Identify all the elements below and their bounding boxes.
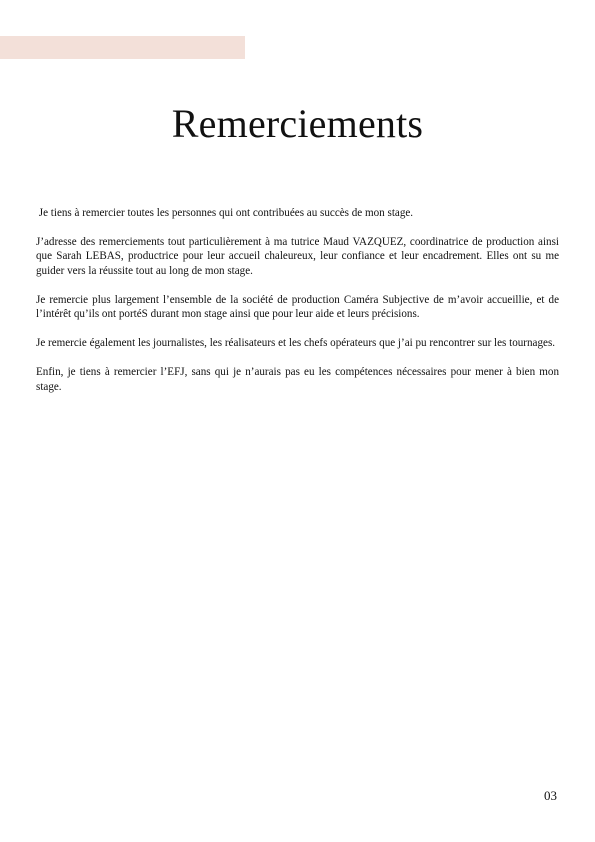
header-accent-bar bbox=[0, 36, 245, 59]
acknowledgements-body bbox=[36, 206, 559, 409]
paragraph-thanks-company: Je remercie plus largement l’ensemble de la société de production Caméra Subjective de m’avoir accueillie, et de l’intérêt qu’ils ont portéS durant mon stage ainsi que pour leur aide et leurs précisions. bbox=[36, 293, 559, 321]
page-title: Remerciements bbox=[171, 101, 424, 146]
paragraph-thanks-crew: Je remercie également les journalistes, les réalisateurs et les chefs opérateurs que j’ai pu rencontrer sur les tournages. bbox=[36, 337, 556, 350]
page-number: 03 bbox=[544, 788, 557, 803]
paragraph-thanks-school: Enfin, je tiens à remercier l’EFJ, sans qui je n’aurais pas eu les compétences nécessaires pour mener à bien mon stage. bbox=[36, 366, 559, 393]
paragraph-thanks-all: Je tiens à remercier toutes les personnes qui ont contribuées au succès de mon stage. bbox=[36, 207, 414, 219]
paragraph-thanks-tutors: J’adresse des remerciements tout particulièrement à ma tutrice Maud VAZQUEZ, coordinatrice de production ainsi que Sarah LEBAS, productrice pour leur accueil chaleureux, leur confiance et leur encadrement. Elles ont su me guider vers la réussite tout au long de mon stage. bbox=[36, 236, 559, 277]
